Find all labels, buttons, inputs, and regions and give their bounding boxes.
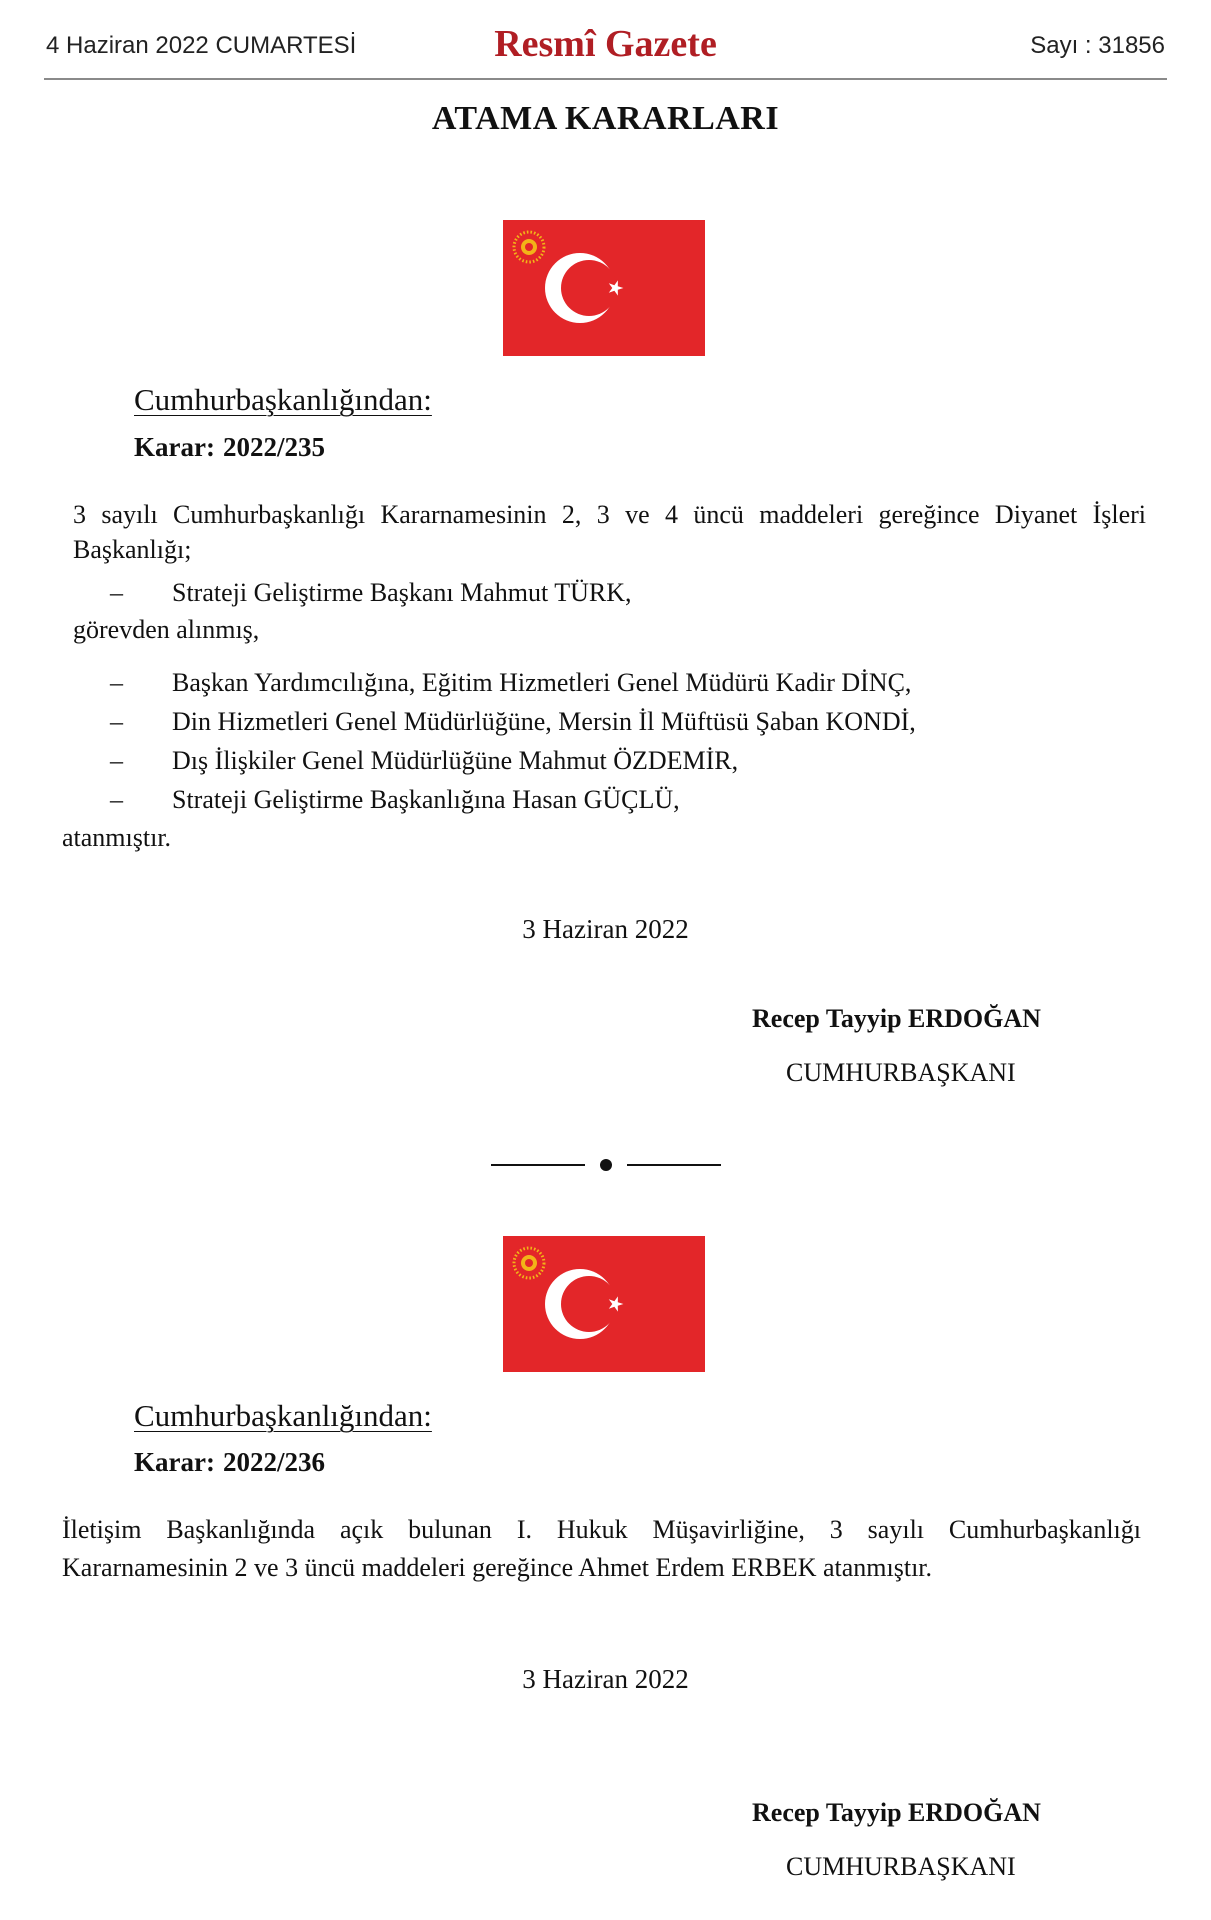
decision-number: 2022/235 [222, 432, 325, 462]
decision-label: Karar: [134, 1447, 215, 1477]
dismissed-item [110, 578, 632, 608]
decision-intro-line: 3 sayılı Cumhurbaşkanlığı Kararnamesinin 2, 3 ve 4 üncü maddeleri gereğince Diyanet İşleri [73, 500, 1146, 529]
decision-label: Karar: [134, 432, 215, 462]
appointment-text: Strateji Geliştirme Başkanlığına Hasan GÜÇLÜ, [172, 785, 680, 814]
signatory-name: Recep Tayyip ERDOĞAN [752, 1004, 1041, 1033]
dash-bullet: – [110, 578, 123, 607]
dismissed-text: Strateji Geliştirme Başkanı Mahmut TÜRK, [172, 578, 632, 607]
signatory-name: Recep Tayyip ERDOĞAN [752, 1798, 1041, 1827]
decision-intro-line: Başkanlığı; [73, 535, 192, 564]
dash-bullet: – [110, 668, 123, 697]
appointment-text: Dış İlişkiler Genel Müdürlüğüne Mahmut ÖZDEMİR, [172, 746, 739, 775]
header-divider [44, 78, 1167, 80]
appointed-suffix: atanmıştır. [62, 823, 172, 852]
issue-number: Sayı : 31856 [1030, 32, 1165, 59]
decision-number-line [134, 1447, 325, 1478]
dash-bullet: – [110, 785, 123, 814]
dash-bullet: – [110, 746, 123, 775]
appointment-text: Din Hizmetleri Genel Müdürlüğüne, Mersin İl Müftüsü Şaban KONDİ, [172, 707, 916, 736]
page-title: ATAMA KARARLARI [431, 100, 780, 137]
appointment-text: Başkan Yardımcılığına, Eğitim Hizmetleri Genel Müdürü Kadir DİNÇ, [172, 668, 912, 697]
publication-title: Resmî Gazete [494, 23, 717, 65]
appointment-item [110, 785, 680, 815]
dismissed-suffix: görevden alınmış, [73, 615, 260, 644]
dash-bullet: – [110, 707, 123, 736]
appointment-item [110, 746, 738, 776]
decision-date: 3 Haziran 2022 [522, 1664, 689, 1694]
section-separator-icon [491, 1155, 721, 1175]
decision-text-line: İletişim Başkanlığında açık bulunan I. Hukuk Müşavirliğine, 3 sayılı Cumhurbaşkanlığı [62, 1515, 1141, 1544]
decision-text-line: Kararnamesinin 2 ve 3 üncü maddeleri gereğince Ahmet Erdem ERBEK atanmıştır. [62, 1553, 933, 1582]
turkish-flag-icon [503, 220, 705, 356]
issuer-heading: Cumhurbaşkanlığından: [134, 1398, 432, 1433]
signatory-title: CUMHURBAŞKANI [786, 1852, 1016, 1881]
appointment-item [110, 668, 911, 698]
decision-number: 2022/236 [222, 1447, 325, 1477]
signatory-title: CUMHURBAŞKANI [786, 1058, 1016, 1087]
decision-number-line [134, 432, 325, 463]
appointment-item [110, 707, 916, 737]
decision-date: 3 Haziran 2022 [522, 914, 689, 944]
turkish-flag-icon [503, 1236, 705, 1372]
issue-date: 4 Haziran 2022 CUMARTESİ [46, 32, 357, 59]
issuer-heading: Cumhurbaşkanlığından: [134, 382, 432, 417]
